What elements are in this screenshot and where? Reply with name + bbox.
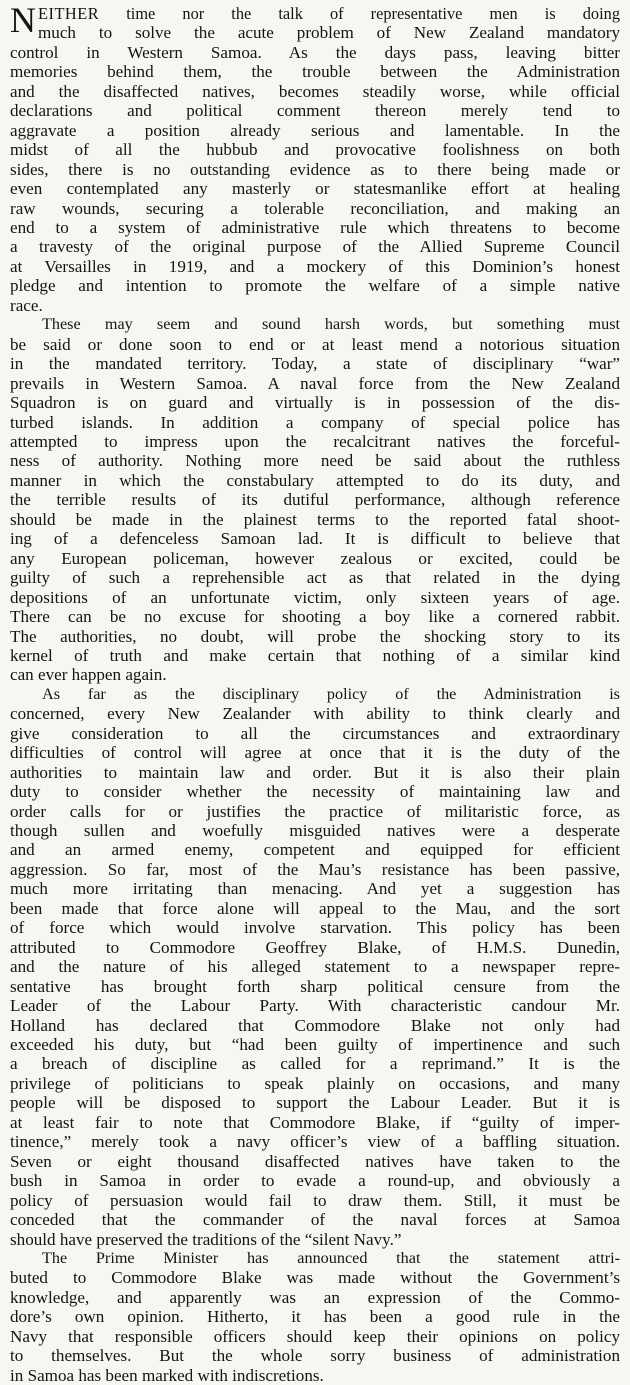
text-line: ing of a defenceless Samoan lad. It is difficult to believe that: [10, 529, 620, 549]
text-line: control in Western Samoa. As the days pass, leaving bitter: [10, 42, 620, 62]
text-line: a breach of discipline as called for a reprimand.” It is the: [10, 1054, 620, 1074]
text-line: end to a system of administrative rule which threatens to become: [10, 217, 620, 237]
text-line: buted to Commodore Blake was made without the Government’s: [10, 1268, 620, 1288]
text-line: give consideration to all the circumstances and extraordinary: [10, 723, 620, 743]
text-line: in the mandated territory. Today, a state of disciplinary “war”: [10, 354, 620, 374]
text-line: ness of authority. Nothing more need be said about the ruthless: [10, 451, 620, 471]
paragraph-4: [10, 1249, 620, 1385]
text-line: bush in Samoa in order to evade a round-up, and obviously a: [10, 1171, 620, 1191]
text-line: conceded that the commander of the naval forces at Samoa: [10, 1210, 620, 1230]
text-line: been made that force alone will appeal to the Mau, and the sort: [10, 898, 620, 918]
text-line: even contemplated any masterly or statesmanlike effort at healing: [10, 179, 620, 199]
text-line: The Prime Minister has announced that the statement attri-: [42, 1249, 620, 1267]
text-line: guilty of such a reprehensible act as that related in the dying: [10, 568, 620, 588]
text-line: There can be no excuse for shooting a boy like a cornered rabbit.: [10, 607, 620, 627]
text-line: declarations and political comment thereon merely tend to: [10, 101, 620, 121]
text-line: to themselves. But the whole sorry business of administration: [10, 1346, 620, 1366]
text-line: raw wounds, securing a tolerable reconciliation, and making an: [10, 198, 620, 218]
text-line: Navy that responsible officers should keep their opinions on policy: [10, 1326, 620, 1346]
text-line: duty to consider whether the necessity of maintaining law and: [10, 782, 620, 802]
text-line: should be made in the plainest terms to the reported fatal shoot-: [10, 509, 620, 529]
text-line: at Versailles in 1919, and a mockery of this Dominion’s honest: [10, 256, 620, 276]
text-line: sides, there is no outstanding evidence as to there being made or: [10, 159, 620, 179]
text-line: exceeded his duty, but “had been guilty of impertinence and such: [10, 1035, 620, 1055]
text-line: kernel of truth and make certain that nothing of a similar kind: [10, 645, 620, 665]
text-line: and the nature of his alleged statement to a newspaper repre-: [10, 957, 620, 977]
text-line: prevails in Western Samoa. A naval force from the New Zealand: [10, 373, 620, 393]
text-line: knowledge, and apparently was an expression of the Commo-: [10, 1287, 620, 1307]
text-line: in Samoa has been marked with indiscretions.: [10, 1365, 324, 1385]
text-line: people will be disposed to support the Labour Leader. But it is: [10, 1093, 620, 1113]
text-line: privilege of politicians to speak plainly on occasions, and many: [10, 1073, 620, 1093]
text-line: aggravate a position already serious and lamentable. In the: [10, 120, 620, 140]
text-line: aggression. So far, most of the Mau’s resistance has been passive,: [10, 859, 620, 879]
text-line: [10, 4, 620, 23]
text-line: much to solve the acute problem of New Zealand mandatory: [38, 23, 620, 43]
text-line: These may seem and sound harsh words, but something must: [42, 315, 620, 334]
text-line: can ever happen again.: [10, 665, 167, 685]
paragraph-2: [10, 315, 620, 685]
text-line: the terrible results of its dutiful performance, although reference: [10, 490, 620, 510]
text-line: As far as the disciplinary policy of the Administration is: [42, 684, 620, 703]
text-line: attributed to Commodore Geoffrey Blake, of H.M.S. Dunedin,: [10, 937, 620, 957]
text-line: any European policeman, however zealous or excited, could be: [10, 548, 620, 568]
text-line: though sullen and woefully misguided natives were a desperate: [10, 821, 620, 841]
text-line: a travesty of the original purpose of the Allied Supreme Council: [10, 237, 620, 257]
article-body: [10, 0, 620, 1385]
text-line: sentative has brought forth sharp political censure from the: [10, 976, 620, 996]
text-line: should have preserved the traditions of the “silent Navy.”: [10, 1229, 402, 1249]
text-line-content: time nor the talk of representative men is doing: [99, 4, 620, 23]
text-line: tinence,” merely took a navy officer’s view of a baffling situation.: [10, 1132, 620, 1152]
text-line: dore’s own opinion. Hitherto, it has been a good rule in the: [10, 1307, 620, 1327]
text-line: Leader of the Labour Party. With characteristic candour Mr.: [10, 996, 620, 1016]
text-line: Seven or eight thousand disaffected natives have taken to the: [10, 1151, 620, 1171]
text-line: memories behind them, the trouble between the Administration: [10, 62, 620, 82]
lead-word: EITHER: [38, 4, 100, 23]
text-line: turbed islands. In addition a company of special police has: [10, 412, 620, 432]
paragraph-3: [10, 685, 620, 1249]
drop-cap: N: [10, 0, 36, 40]
text-line: The authorities, no doubt, will probe the shocking story to its: [10, 626, 620, 646]
text-line: depositions of an unfortunate victim, only sixteen years of age.: [10, 587, 620, 607]
text-line: at least fair to note that Commodore Blake, if “guilty of imper-: [10, 1112, 620, 1132]
text-line: and the disaffected natives, becomes steadily worse, while official: [10, 81, 620, 101]
text-line: attempted to impress upon the recalcitrant natives the forceful-: [10, 431, 620, 451]
text-line: concerned, every New Zealander with ability to think clearly and: [10, 704, 620, 724]
text-line: order calls for or justifies the practice of militaristic force, as: [10, 801, 620, 821]
text-line: Squadron is on guard and virtually is in possession of the dis-: [10, 393, 620, 413]
text-line: policy of persuasion would fail to draw them. Still, it must be: [10, 1190, 620, 1210]
text-line: and an armed enemy, competent and equipped for efficient: [10, 840, 620, 860]
text-line: much more irritating than menacing. And yet a suggestion has: [10, 879, 620, 899]
text-line: of force which would involve starvation. This policy has been: [10, 918, 620, 938]
text-line: difficulties of control will agree at once that it is the duty of the: [10, 743, 620, 763]
text-line: manner in which the constabulary attempted to do its duty, and: [10, 470, 620, 490]
paragraph-1: [10, 0, 620, 315]
text-line: Holland has declared that Commodore Blake not only had: [10, 1015, 620, 1035]
text-line: authorities to maintain law and order. But it is also their plain: [10, 762, 620, 782]
text-line: be said or done soon to end or at least mend a notorious situation: [10, 334, 620, 354]
text-line: race.: [10, 295, 43, 315]
text-line: midst of all the hubbub and provocative foolishness on both: [10, 140, 620, 160]
text-line: pledge and intention to promote the welfare of a simple native: [10, 276, 620, 296]
